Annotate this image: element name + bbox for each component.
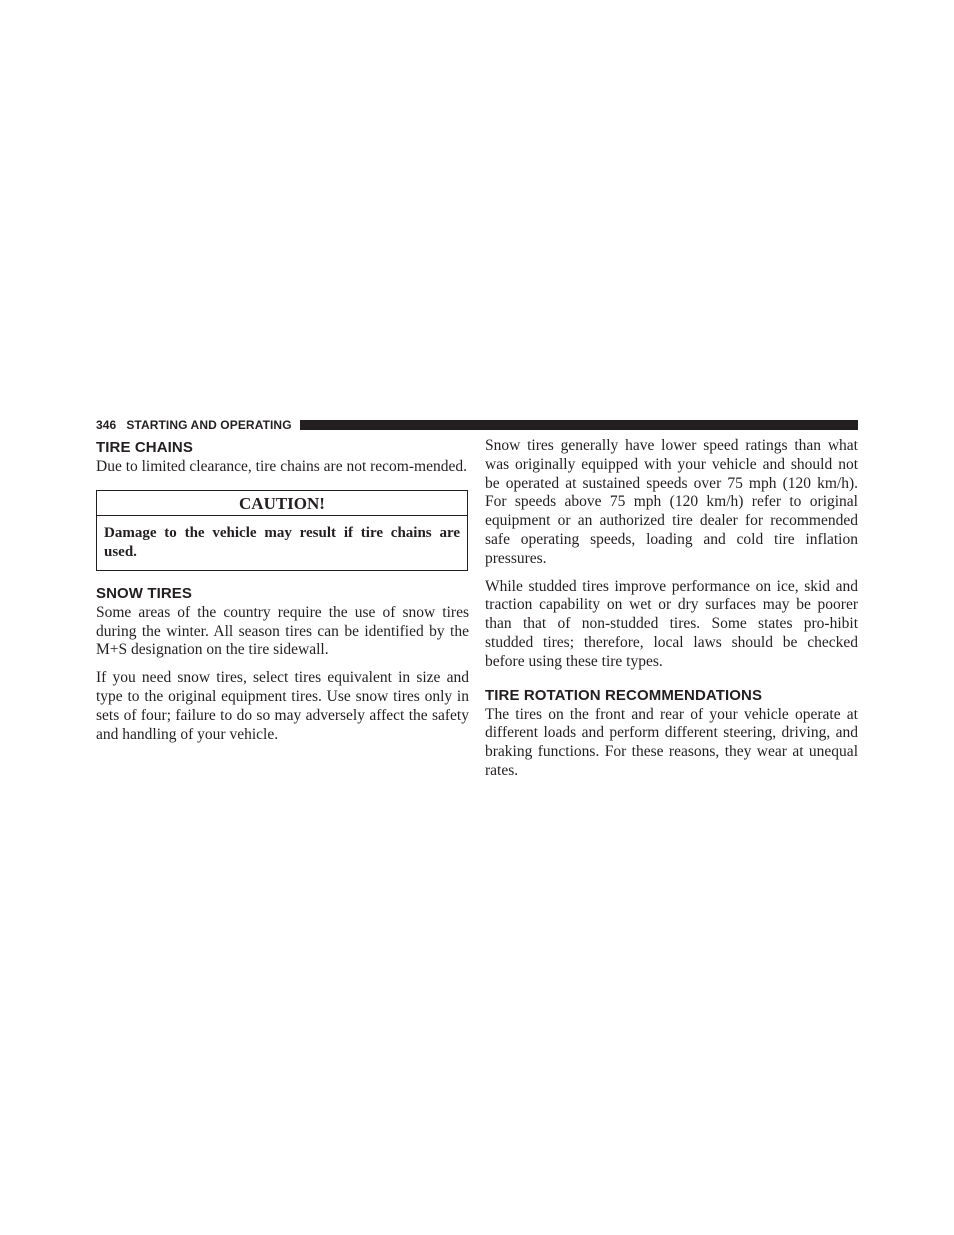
snow-tires-paragraph-2: If you need snow tires, select tires equivalent in size and type to the original equipment tires. Use snow tires only in sets of four; failure to do so may adversely affect the safety and handling of your vehicle. bbox=[96, 669, 469, 743]
tire-rotation-text: The tires on the front and rear of your vehicle operate at different loads and perform different steering, driving, and braking functions. For these reasons, they wear at unequal rates. bbox=[485, 705, 858, 779]
tire-chains-heading: TIRE CHAINS bbox=[96, 439, 193, 456]
studded-tires-paragraph: While studded tires improve performance on ice, skid and traction capability on wet or dry surfaces may be poorer than that of non-studded tires. Some states pro-hibit studded tires; therefore, local laws should be checked before using these tire types. bbox=[485, 577, 858, 670]
tire-rotation-heading: TIRE ROTATION RECOMMENDATIONS bbox=[485, 686, 763, 704]
page-header bbox=[96, 416, 858, 434]
section-title: STARTING AND OPERATING bbox=[126, 418, 292, 432]
left-column bbox=[96, 437, 469, 744]
snow-tires-paragraph-1: Some areas of the country require the use of snow tires during the winter. All season tires can be identified by the M+S designation on the tire sidewall. bbox=[96, 603, 469, 659]
tire-chains-text: Due to limited clearance, tire chains are not recom-mended. bbox=[96, 458, 467, 475]
right-column bbox=[485, 437, 858, 781]
caution-box bbox=[96, 490, 468, 571]
caution-title: CAUTION! bbox=[97, 491, 467, 516]
snow-tires-heading: SNOW TIRES bbox=[96, 584, 193, 602]
snow-tires-speed-paragraph: Snow tires generally have lower speed ratings than what was originally equipped with your vehicle and should not be operated at sustained speeds over 75 mph (120 km/h). For speeds above 75 mph (120 km/h) refer to original equipment or an authorized tire dealer for recommended safe operating speeds, loading and cold tire inflation pressures. bbox=[485, 437, 858, 567]
caution-text: Damage to the vehicle may result if tire chains are used. bbox=[104, 524, 460, 560]
header-rule bbox=[300, 420, 858, 430]
page-number: 346 bbox=[96, 418, 117, 432]
